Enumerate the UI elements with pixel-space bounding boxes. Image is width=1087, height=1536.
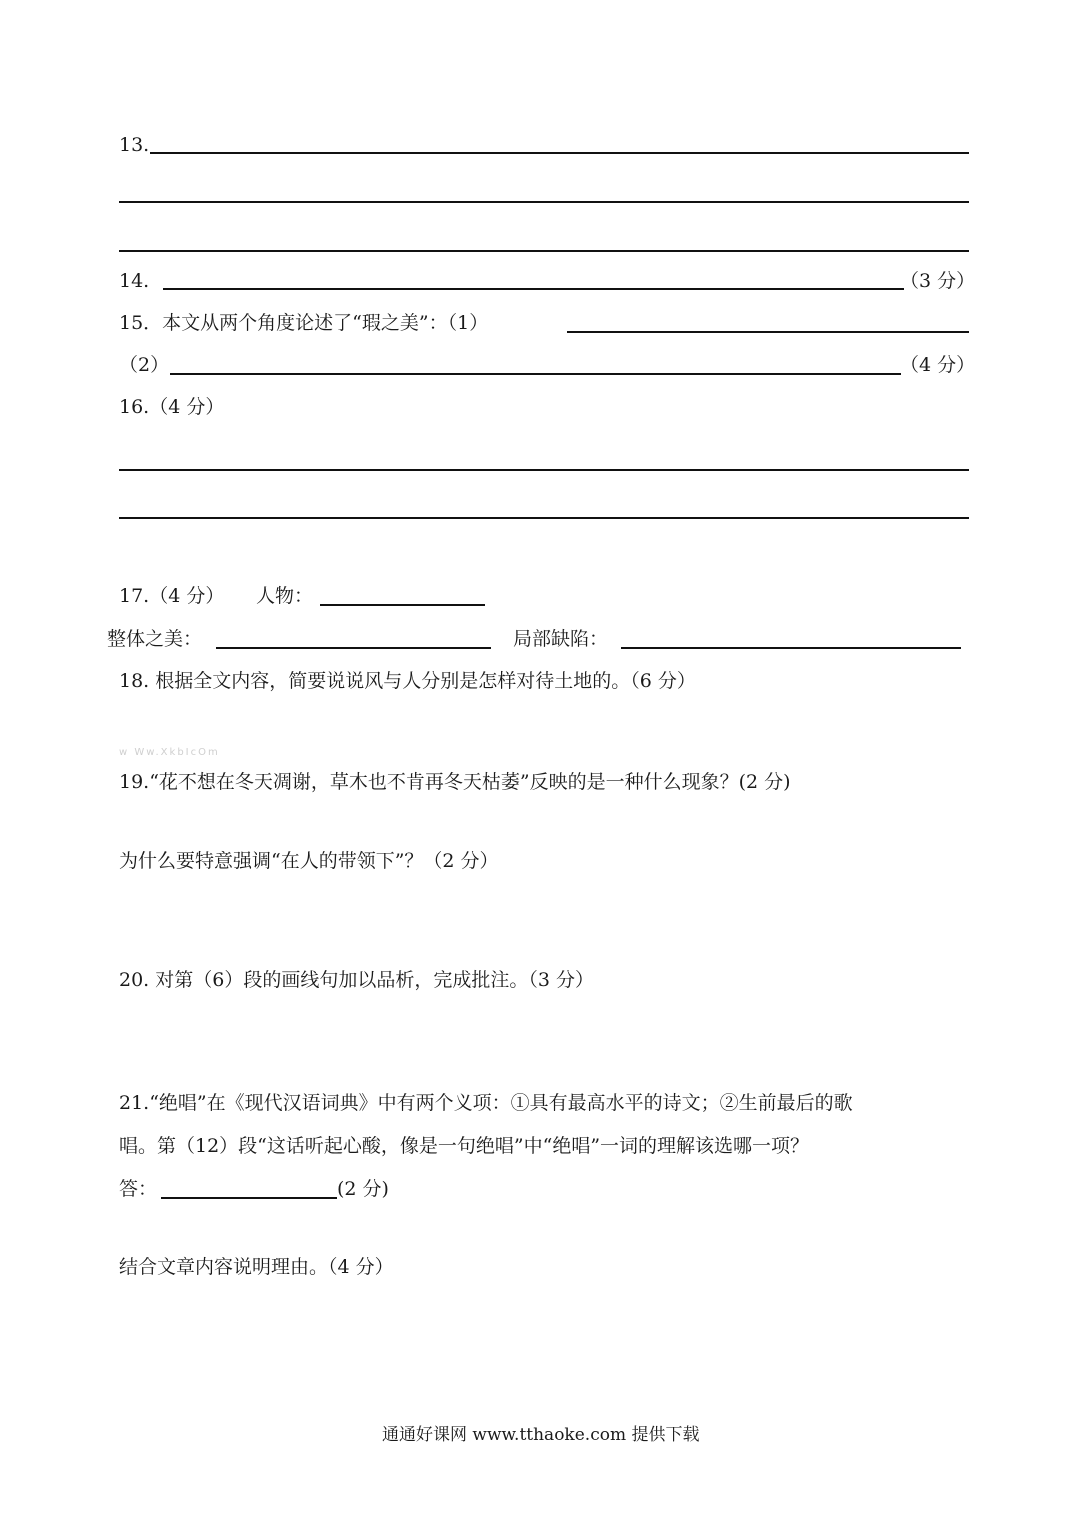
- q21-reason-prompt: 结合文章内容说明理由。（4 分）: [119, 1256, 394, 1278]
- watermark: w Ww.XkbIcOm: [119, 747, 220, 758]
- q21-line-2: 唱。第（12）段“这话听起心酸，像是一句绝唱”中“绝唱”一词的理解该选哪一项？: [119, 1135, 810, 1157]
- q14-score: （3 分）: [900, 270, 976, 292]
- q13-answer-line-3[interactable]: [119, 250, 969, 252]
- q17-whole-line[interactable]: [216, 647, 491, 649]
- q14-answer-line[interactable]: [163, 288, 904, 290]
- q13-answer-line-2[interactable]: [119, 201, 969, 203]
- q17-local-label: 局部缺陷：: [513, 628, 609, 650]
- q17-label: 17.（4 分）: [119, 585, 225, 607]
- q15-answer-line-1[interactable]: [567, 331, 969, 333]
- q19-text: 19.“花不想在冬天凋谢，草木也不肯再冬天枯萎”反映的是一种什么现象？(2 分): [119, 771, 791, 793]
- q16-answer-line-2[interactable]: [119, 517, 969, 519]
- q17-person-line[interactable]: [320, 604, 485, 606]
- q15-label: 15．本文从两个角度论述了“瑕之美”：（1）: [119, 312, 489, 334]
- q17-whole-label: 整体之美：: [107, 628, 203, 650]
- q21-answer-line[interactable]: [161, 1197, 337, 1199]
- q16-answer-line-1[interactable]: [119, 469, 969, 471]
- q21-answer-label: 答：: [119, 1178, 158, 1200]
- q13-answer-line-1[interactable]: [150, 152, 969, 154]
- q15-score: （4 分）: [900, 354, 976, 376]
- q17-local-line[interactable]: [621, 647, 961, 649]
- q13-label: 13.: [119, 134, 150, 156]
- q20-text: 20. 对第（6）段的画线句加以品析，完成批注。（3 分）: [119, 969, 594, 991]
- q17-person-label: 人物：: [256, 585, 314, 607]
- q18-text: 18. 根据全文内容，简要说说风与人分别是怎样对待土地的。（6 分）: [119, 670, 696, 692]
- q21-line-1: 21.“绝唱”在《现代汉语词典》中有两个义项：①具有最高水平的诗文；②生前最后的歌: [119, 1092, 853, 1114]
- q16-label: 16.（4 分）: [119, 396, 225, 418]
- q15-part2-label: （2）: [119, 354, 170, 376]
- q15-answer-line-2[interactable]: [170, 373, 901, 375]
- q19-sub-question: 为什么要特意强调“在人的带领下”？（2 分）: [119, 850, 499, 872]
- page-footer: 通通好课网 www.tthaoke.com 提供下载: [382, 1425, 700, 1445]
- q14-label: 14.: [119, 270, 150, 292]
- q21-answer-score: (2 分): [337, 1178, 389, 1200]
